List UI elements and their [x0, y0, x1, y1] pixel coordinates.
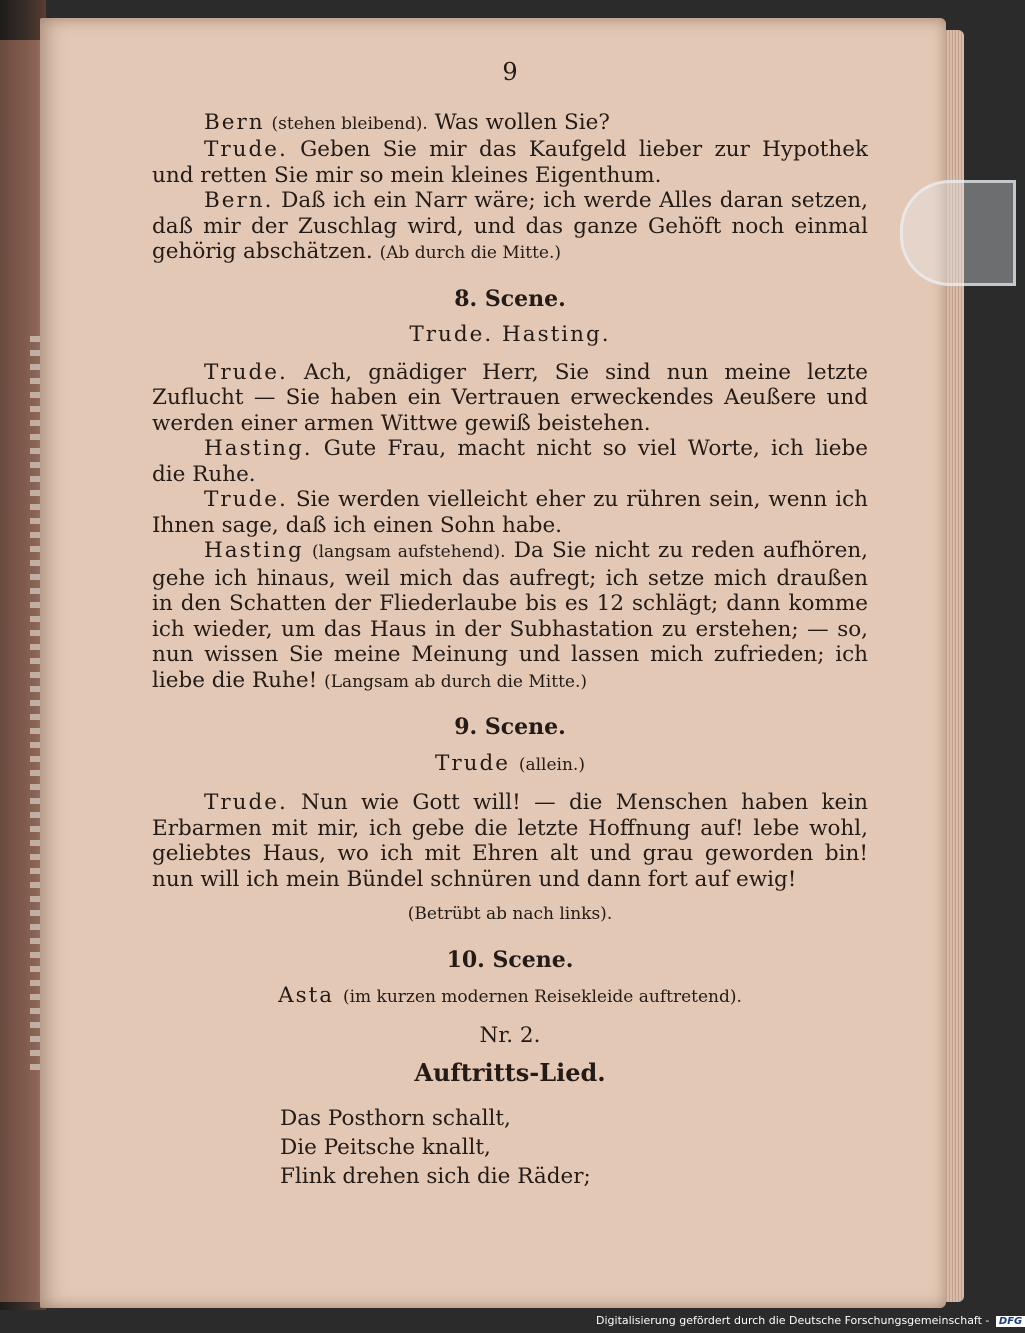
scene-heading: 9. Scene. [454, 714, 566, 740]
dfg-logo: DFG [996, 1316, 1025, 1327]
binding-stitch [30, 330, 40, 1070]
dialogue-text: Was wollen Sie? [434, 109, 610, 135]
song-number: Nr. 2. [479, 1022, 541, 1048]
dialogue-line [152, 436, 868, 487]
dialogue-text: Ach, gnädiger Herr, Sie sind nun meine letzte Zuflucht — Sie haben ein Vertrauen erweckendes Aeußere und werden einer armen Wittwe gewiß beistehen. [152, 359, 868, 436]
dialogue-line [152, 188, 868, 267]
cast-name: Asta [278, 983, 335, 1008]
stage-direction: (stehen bleibend). [271, 113, 428, 134]
speaker-name: Trude. [204, 137, 288, 162]
dialogue-text: Sie werden vielleicht eher zu rühren sein, wenn ich Ihnen sage, daß ich einen Sohn habe. [152, 487, 868, 538]
page-clip [900, 180, 1016, 286]
stage-direction: (Ab durch die Mitte.) [379, 243, 561, 263]
dialogue-line [152, 137, 868, 188]
page-text [152, 60, 868, 1191]
scene-cast [152, 751, 868, 779]
dialogue-line [152, 487, 868, 538]
stage-direction: (langsam aufstehend). [311, 542, 506, 562]
speaker-name: Hasting. [204, 436, 313, 461]
dialogue-line [152, 790, 868, 892]
stage-direction: (allein.) [518, 754, 585, 775]
speaker-name: Trude. [204, 359, 288, 385]
scene-heading: 8. Scene. [454, 285, 566, 312]
verse-line: Die Peitsche knallt, [280, 1134, 491, 1160]
scene-heading: 10. Scene. [446, 946, 574, 973]
dialogue-text: Gute Frau, macht nicht so viel Worte, ich liebe die Ruhe. [152, 436, 869, 487]
stage-direction: (Betrübt ab nach links). [407, 904, 613, 924]
speaker-name: Trude. [204, 790, 288, 815]
credit-text: Digitalisierung gefördert durch die Deutsche Forschungsgemeinschaft - [596, 1314, 990, 1327]
scene-cast: Trude. Hasting. [409, 322, 611, 347]
verse-line: Flink drehen sich die Räder; [280, 1163, 591, 1189]
page-number: 9 [502, 58, 518, 86]
digitization-credit [596, 1314, 1025, 1327]
speaker-name: Bern. [204, 188, 274, 213]
dialogue-line [152, 360, 868, 437]
verse-line: Das Posthorn schallt, [280, 1105, 511, 1131]
speaker-name: Bern [204, 109, 265, 135]
song-title: Auftritts-Lied. [414, 1058, 606, 1087]
dialogue-line [152, 538, 868, 695]
speaker-name: Trude. [204, 487, 288, 512]
song-verse [280, 1104, 868, 1191]
dialogue-line [152, 110, 868, 138]
scene-cast [152, 983, 868, 1011]
dialogue-text: Da Sie nicht zu reden aufhören, gehe ich hinaus, weil mich das aufregt; ich setze mich draußen in den Schatten der Fliederlaube bis es 12 schlägt; dann komme ich wieder, um das Haus in der Subhastation zu erstehen; — so, nun wissen Sie meine Meinung und lassen mich zufrieden; ich liebe die Ruhe! [152, 538, 868, 693]
cast-name: Trude [435, 750, 510, 776]
stage-direction: (Langsam ab durch die Mitte.) [324, 671, 588, 692]
speaker-name: Hasting [204, 538, 304, 563]
dialogue-text: Daß ich ein Narr wäre; ich werde Alles daran setzen, daß mir der Zuschlag wird, und das ganze Gehöft noch einmal gehörig abschätzen. [152, 188, 868, 264]
stage-direction: (im kurzen modernen Reisekleide auftretend). [342, 987, 742, 1007]
dialogue-text: Geben Sie mir das Kaufgeld lieber zur Hypothek und retten Sie mir so mein kleines Eigenthum. [152, 137, 868, 188]
dialogue-text: Nun wie Gott will! — die Menschen haben kein Erbarmen mit mir, ich gebe die letzte Hoffnung auf! lebe wohl, geliebtes Haus, wo ich mit Ehren alt und grau geworden bin! nun will ich mein Bündel schnüren und dann fort auf ewig! [152, 790, 868, 892]
